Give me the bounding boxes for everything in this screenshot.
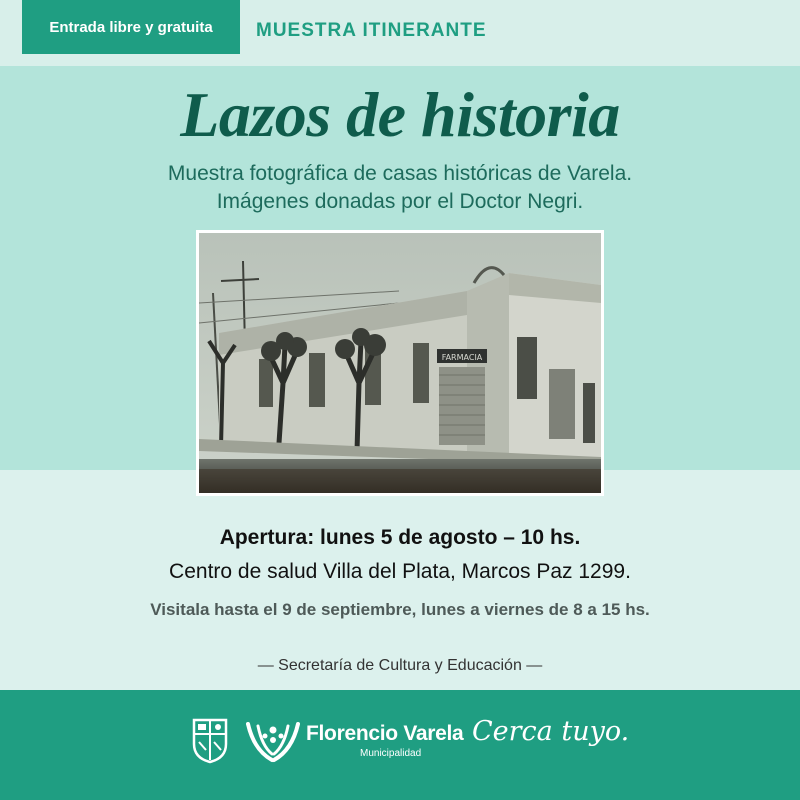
shop-sign-text: FARMACIA — [441, 353, 483, 362]
exhibition-kicker: MUESTRA ITINERANTE — [256, 20, 487, 41]
visiting-hours: Visitala hasta el 9 de septiembre, lunes a viernes de 8 a 15 hs. — [150, 600, 650, 619]
brand-name: Florencio Varela — [306, 722, 464, 745]
exhibition-subtitle — [0, 160, 800, 216]
organizer-credit: — Secretaría de Cultura y Educación — — [257, 657, 543, 674]
historic-photo-frame — [196, 230, 604, 496]
brand-subtitle: Municipalidad — [360, 748, 422, 759]
historic-house-photo — [199, 233, 601, 493]
subtitle-line-1: Muestra fotográfica de casas históricas de Varela. — [167, 162, 633, 185]
subtitle-line-2: Imágenes donadas por el Doctor Negri. — [216, 190, 584, 213]
slogan: Cerca tuyo. — [472, 716, 630, 747]
opening-info: Apertura: lunes 5 de agosto – 10 hs. — [219, 526, 581, 549]
exhibition-title: Lazos de historia — [180, 79, 620, 150]
venue-address: Centro de salud Villa del Plata, Marcos Paz 1299. — [169, 560, 631, 583]
municipal-shield-icon — [190, 716, 230, 764]
florencio-varela-logo-icon — [242, 716, 304, 766]
free-entry-badge: Entrada libre y gratuita — [22, 0, 240, 54]
